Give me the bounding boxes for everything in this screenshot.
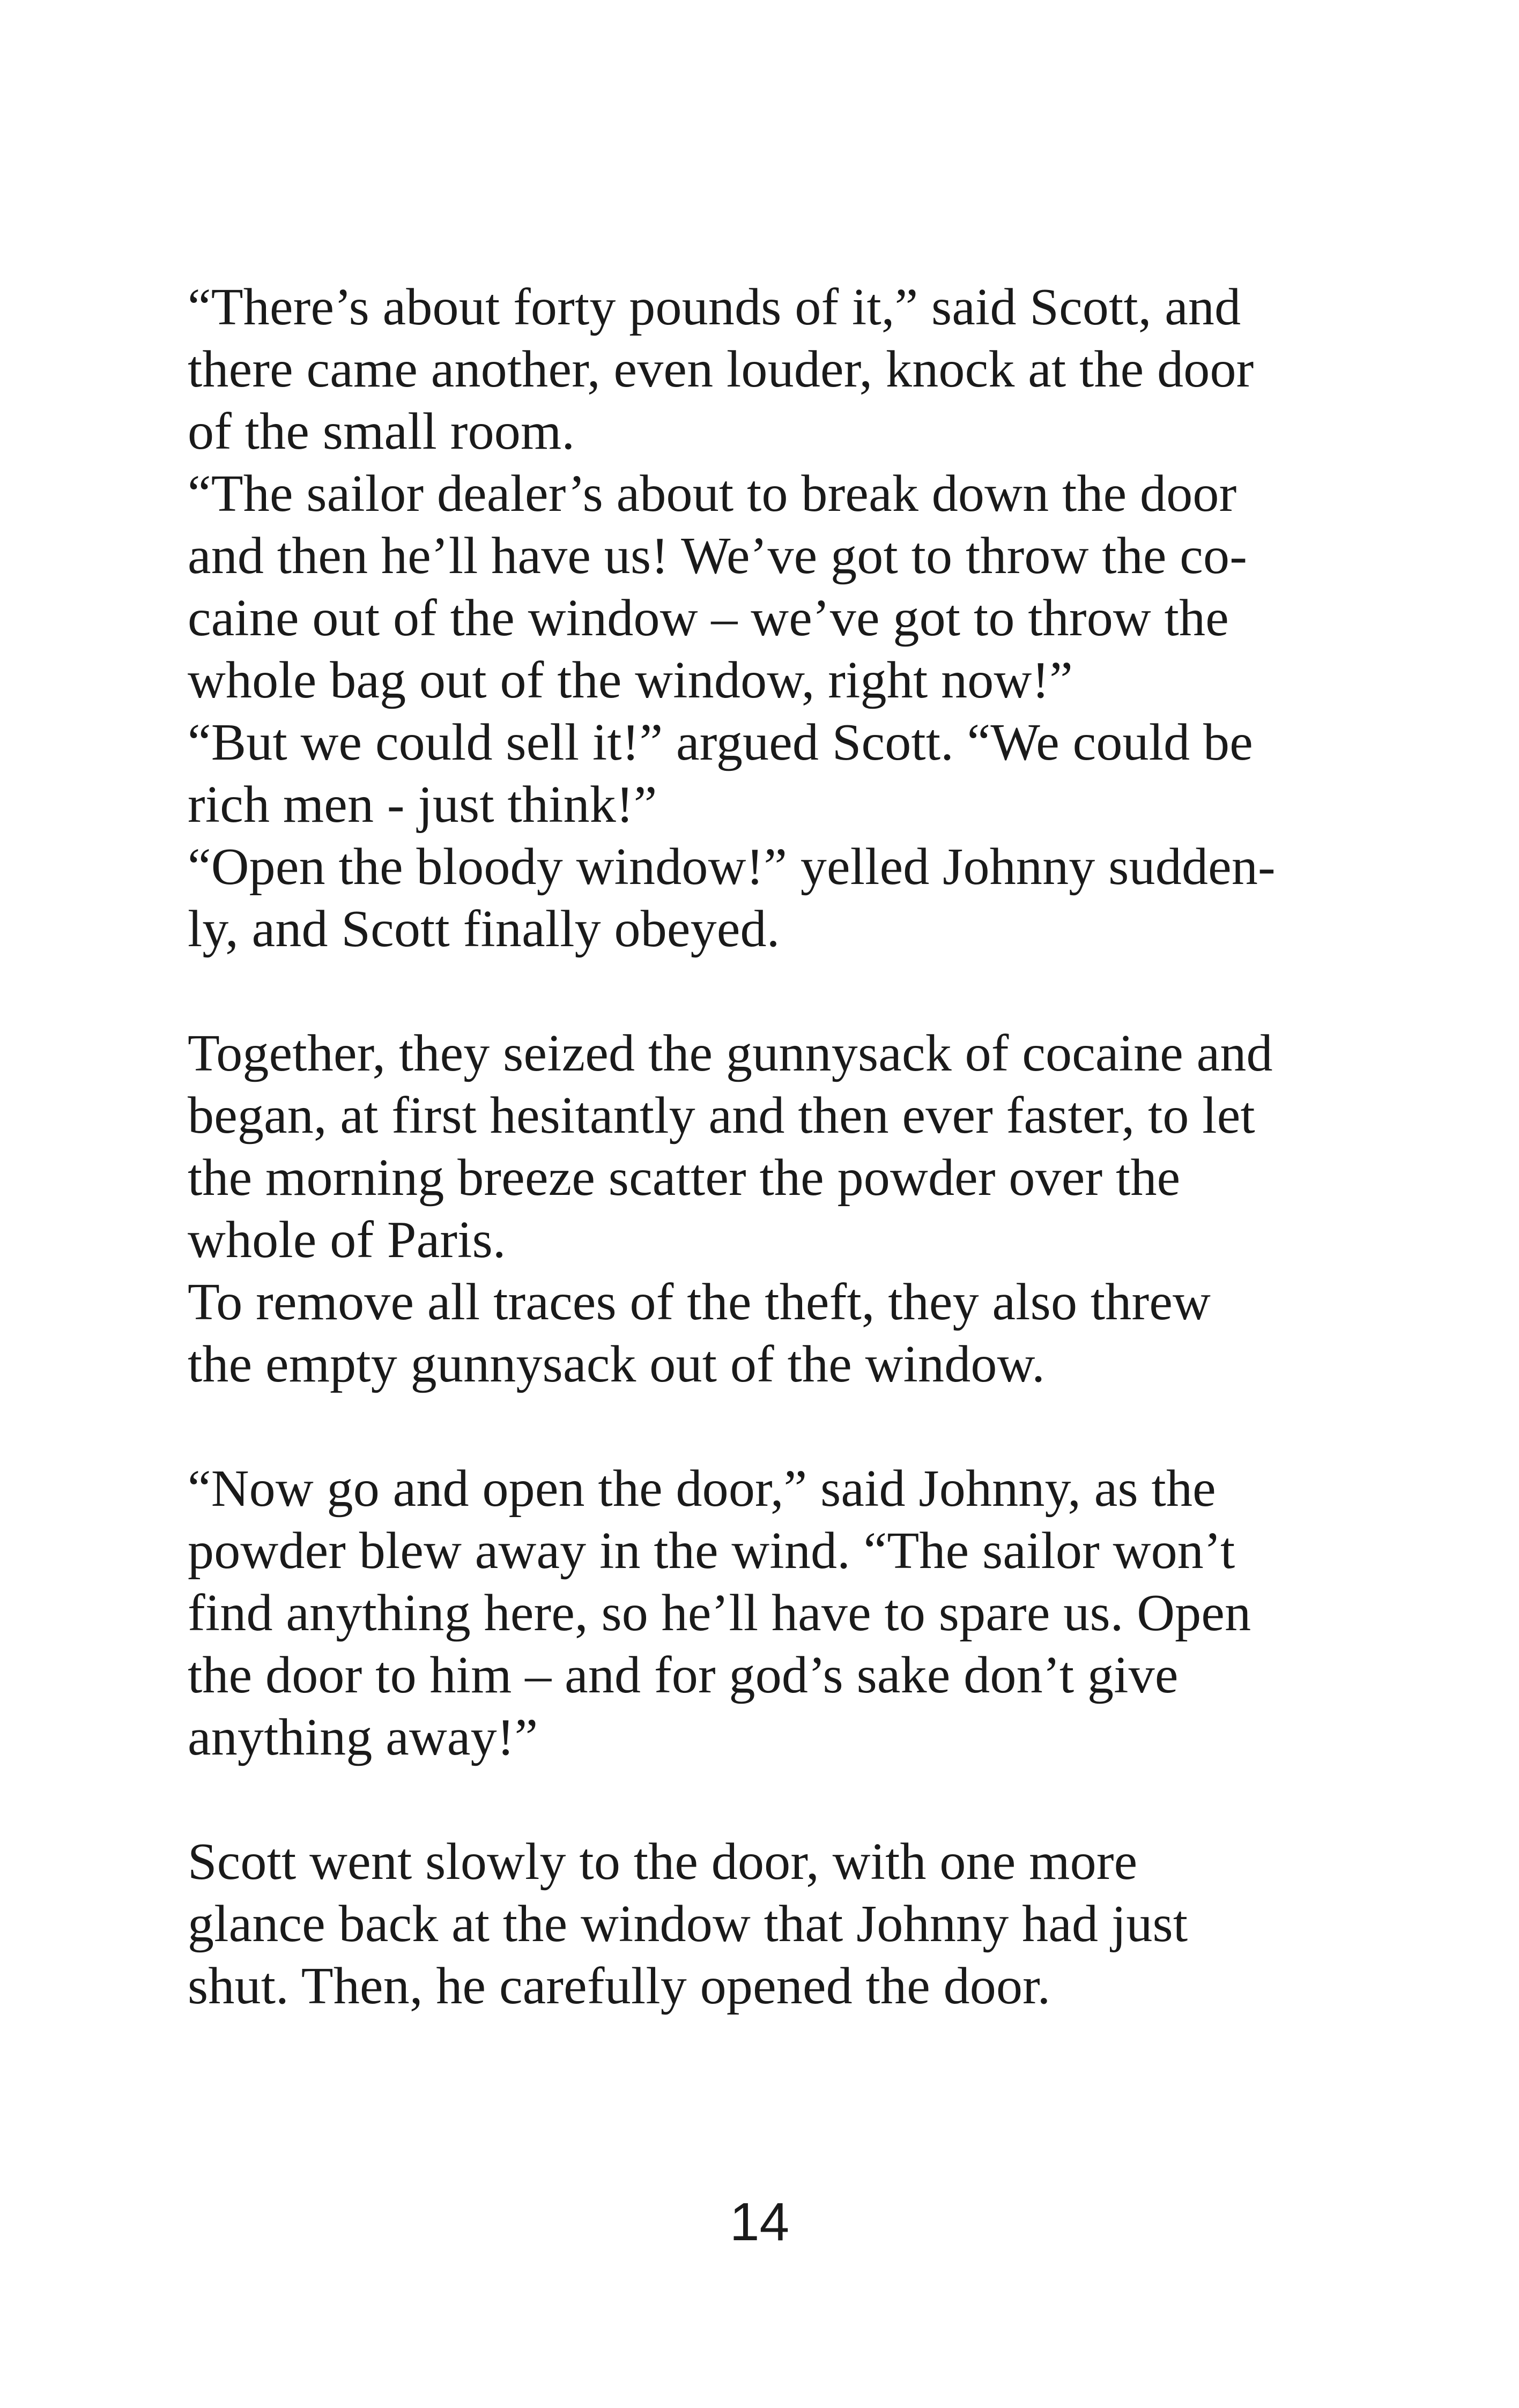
text-line: the morning breeze scatter the powder over the (188, 1149, 1181, 1207)
text-line: “The sailor dealer’s about to break down the door (188, 465, 1237, 523)
text-line: powder blew away in the wind. “The sailor won’t (188, 1522, 1235, 1580)
paragraph-spacer (188, 1768, 1314, 1831)
text-line: Together, they seized the gunnysack of cocaine and (188, 1024, 1273, 1082)
paragraph-3 (188, 1458, 1314, 1768)
text-line: ly, and Scott finally obeyed. (188, 900, 780, 958)
text-line: the door to him – and for god’s sake don’t give (188, 1646, 1179, 1704)
text-line: To remove all traces of the theft, they also threw (188, 1273, 1211, 1331)
text-line: of the small room. (188, 403, 575, 460)
text-line: began, at first hesitantly and then ever faster, to let (188, 1087, 1255, 1144)
text-line: “But we could sell it!” argued Scott. “We could be (188, 714, 1253, 771)
text-line: “Now go and open the door,” said Johnny, as the (188, 1460, 1216, 1518)
text-line: shut. Then, he carefully opened the door. (188, 1957, 1051, 2015)
text-line: “Open the bloody window!” yelled Johnny sudden- (188, 838, 1276, 896)
paragraph-2 (188, 1022, 1314, 1395)
page-number: 14 (729, 2192, 790, 2252)
text-line: the empty gunnysack out of the window. (188, 1335, 1045, 1393)
paragraph-1 (188, 276, 1314, 960)
text-line: find anything here, so he’ll have to spare us. Open (188, 1584, 1251, 1642)
paragraph-spacer (188, 960, 1314, 1022)
text-line: there came another, even louder, knock at the door (188, 340, 1254, 398)
text-line: rich men - just think!” (188, 776, 657, 834)
text-line: whole bag out of the window, right now!” (188, 651, 1073, 709)
text-line: whole of Paris. (188, 1211, 506, 1269)
text-line: caine out of the window – we’ve got to throw the (188, 589, 1229, 647)
text-line: Scott went slowly to the door, with one more (188, 1833, 1138, 1891)
body-text (188, 276, 1314, 2017)
text-line: “There’s about forty pounds of it,” said Scott, and (188, 278, 1241, 336)
paragraph-4 (188, 1831, 1314, 2017)
text-line: anything away!” (188, 1708, 538, 1766)
text-line: glance back at the window that Johnny had just (188, 1895, 1188, 1953)
text-line: and then he’ll have us! We’ve got to throw the co- (188, 527, 1248, 585)
paragraph-spacer (188, 1395, 1314, 1458)
